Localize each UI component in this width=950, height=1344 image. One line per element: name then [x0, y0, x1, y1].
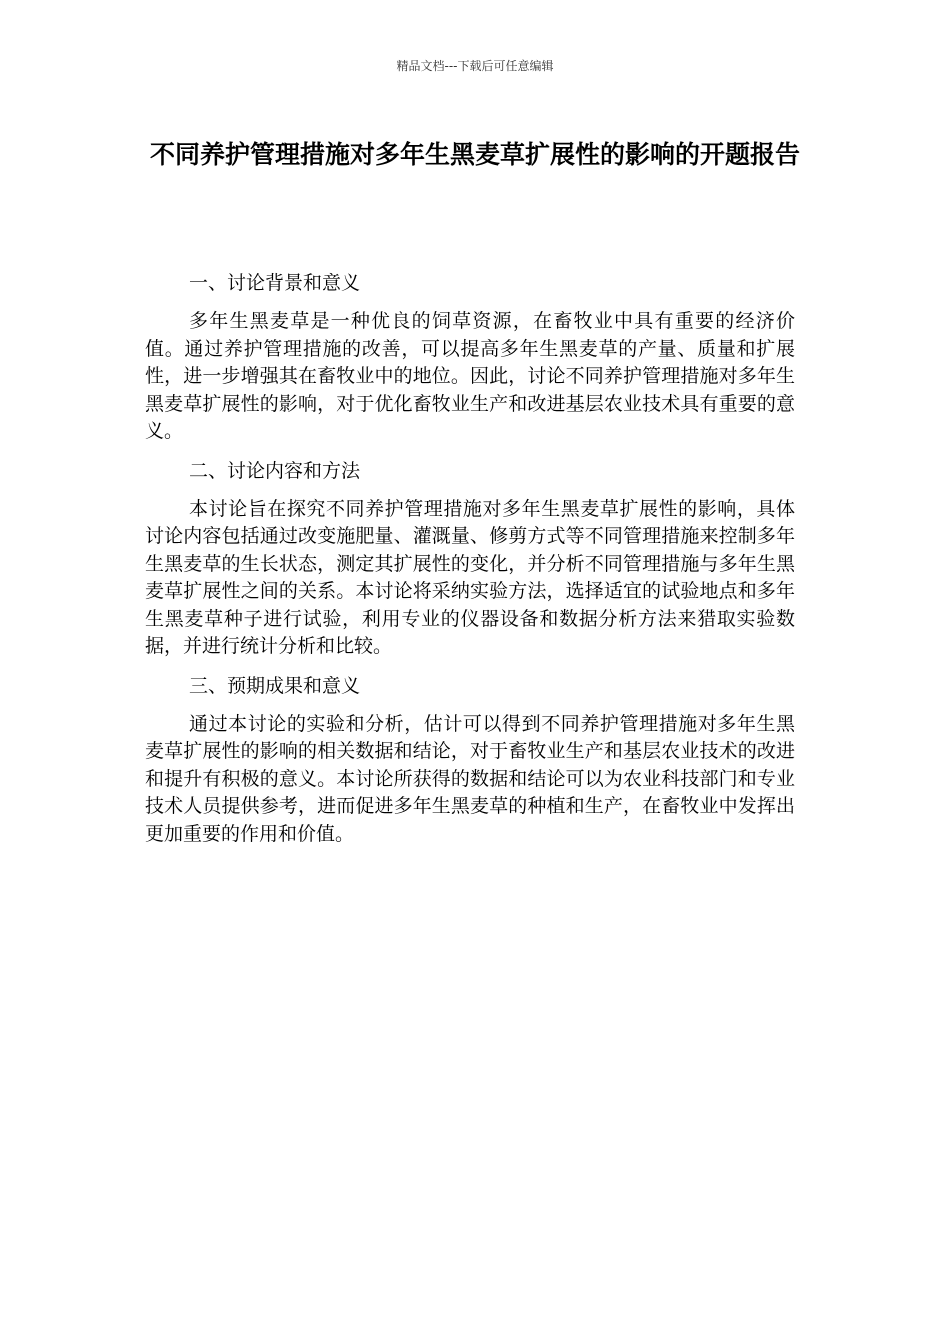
- section-heading-content-methods: 二、讨论内容和方法: [189, 459, 361, 482]
- document-body: [145, 268, 795, 858]
- document-title: 不同养护管理措施对多年生黑麦草扩展性的影响的开题报告: [149, 140, 800, 169]
- section-paragraph-background: 多年生黑麦草是一种优良的饲草资源，在畜牧业中具有重要的经济价值。通过养护管理措施的改善，可以提高多年生黑麦草的产量、质量和扩展性，进一步增强其在畜牧业中的地位。因此，讨论不同养护管理措施对多年生黑麦草扩展性的影响，对于优化畜牧业生产和改进基层农业技术具有重要的意义。: [145, 310, 795, 442]
- header-note: 精品文档---下载后可任意编辑: [396, 59, 554, 73]
- section-paragraph-content-methods: 本讨论旨在探究不同养护管理措施对多年生黑麦草扩展性的影响，具体讨论内容包括通过改变施肥量、灌溉量、修剪方式等不同管理措施来控制多年生黑麦草的生长状态，测定其扩展性的变化，并分析不同管理措施与多年生黑麦草扩展性之间的关系。本讨论将采纳实验方法，选择适宜的试验地点和多年生黑麦草种子进行试验，利用专业的仪器设备和数据分析方法来猎取实验数据，并进行统计分析和比较。: [145, 497, 795, 657]
- section-heading-background: 一、讨论背景和意义: [189, 272, 361, 294]
- section-paragraph-expected-results: 通过本讨论的实验和分析，估计可以得到不同养护管理措施对多年生黑麦草扩展性的影响的相关数据和结论，对于畜牧业生产和基层农业技术的改进和提升有积极的意义。本讨论所获得的数据和结论可以为农业科技部门和专业技术人员提供参考，进而促进多年生黑麦草的种植和生产，在畜牧业中发挥出更加重要的作用和价值。: [145, 712, 795, 845]
- section-heading-expected-results: 三、预期成果和意义: [189, 674, 361, 697]
